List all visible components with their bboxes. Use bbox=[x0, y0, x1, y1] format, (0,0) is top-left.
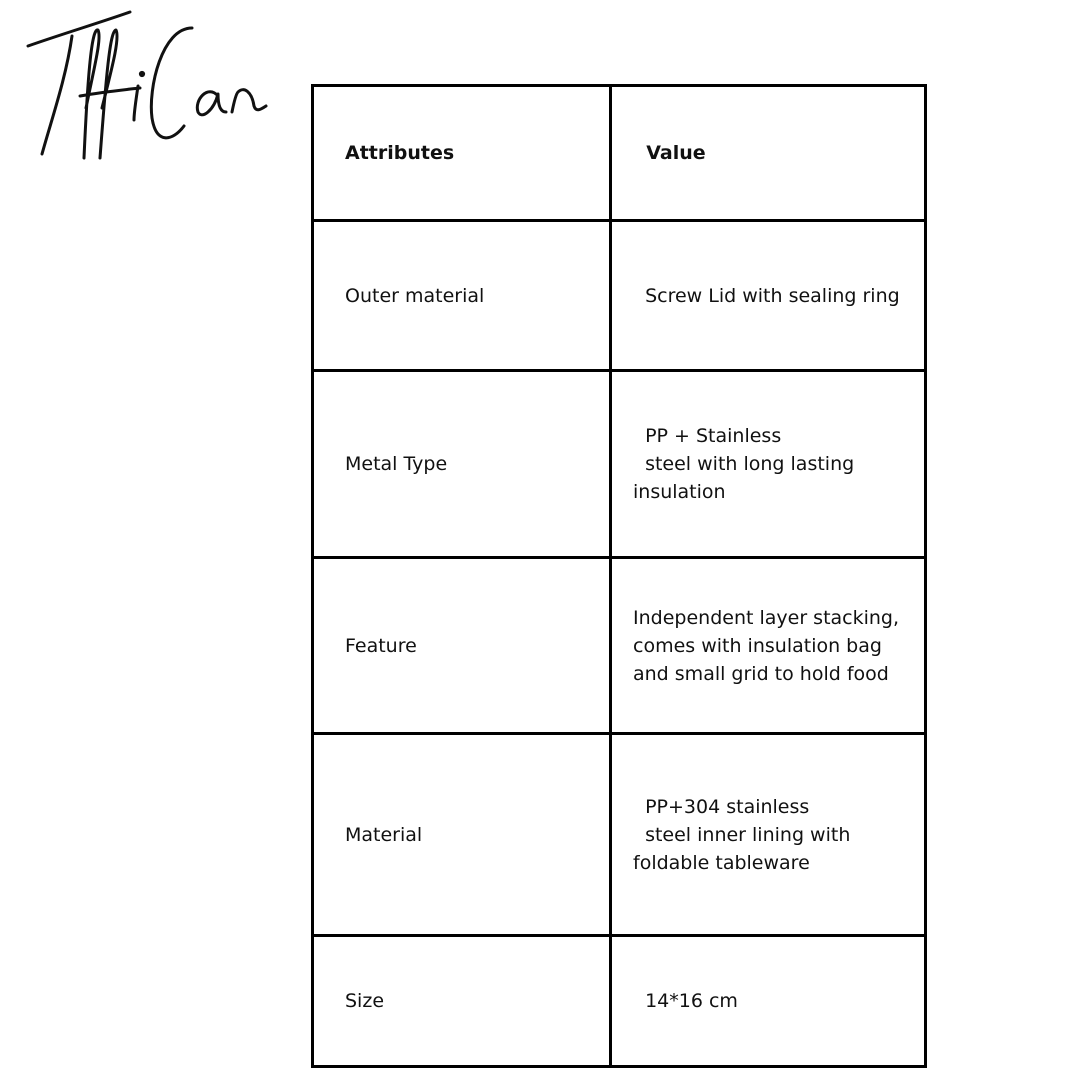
value-cell: PP + Stainless steel with long lasting insulation bbox=[611, 371, 926, 558]
value-cell: 14*16 cm bbox=[611, 936, 926, 1067]
value-cell: PP+304 stainless steel inner lining with foldable tableware bbox=[611, 734, 926, 936]
tiffican-logo bbox=[22, 8, 282, 168]
specifications-table bbox=[311, 84, 927, 1068]
table-row bbox=[313, 936, 926, 1067]
attribute-cell: Size bbox=[313, 936, 611, 1067]
attribute-cell: Material bbox=[313, 734, 611, 936]
attribute-cell: Metal Type bbox=[313, 371, 611, 558]
value-cell: Independent layer stacking, comes with insulation bag and small grid to hold food bbox=[611, 558, 926, 734]
table-row bbox=[313, 734, 926, 936]
table-row bbox=[313, 371, 926, 558]
header-value: Value bbox=[611, 86, 926, 221]
attribute-cell: Feature bbox=[313, 558, 611, 734]
table-header-row bbox=[313, 86, 926, 221]
attribute-cell: Outer material bbox=[313, 221, 611, 371]
header-attributes: Attributes bbox=[313, 86, 611, 221]
table-row bbox=[313, 221, 926, 371]
value-cell: Screw Lid with sealing ring bbox=[611, 221, 926, 371]
table-row bbox=[313, 558, 926, 734]
